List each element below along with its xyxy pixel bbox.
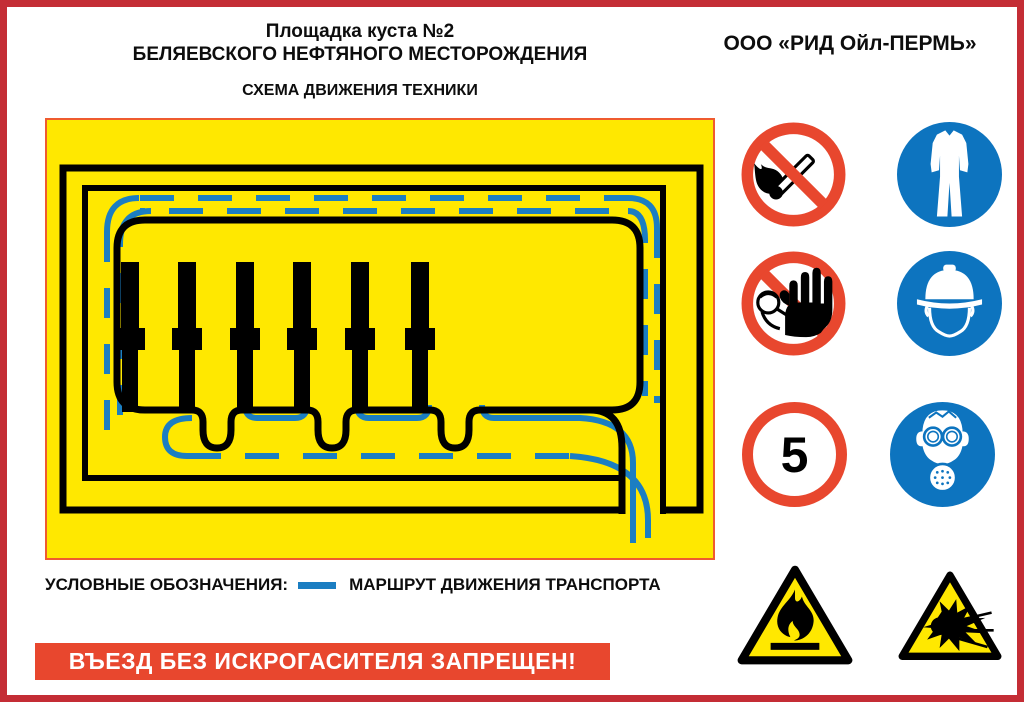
title-line1: Площадка куста №2	[265, 21, 455, 42]
hard-hat-sign	[897, 251, 1002, 356]
protective-clothing-sign	[897, 122, 1002, 227]
respirator-icon	[890, 402, 995, 507]
flammable-warning-sign	[737, 564, 853, 668]
legend-route-label: МАРШРУТ ДВИЖЕНИЯ ТРАНСПОРТА	[349, 575, 661, 594]
no-unauthorized-access-sign	[741, 251, 846, 356]
speed-limit-sign	[742, 402, 847, 507]
protective-clothing-icon	[897, 122, 1002, 227]
route-diagram-svg	[45, 118, 715, 560]
explosive-warning-icon	[898, 570, 1002, 662]
hard-hat-icon	[897, 251, 1002, 356]
company-name: ООО «РИД Ойл-ПЕРМЬ»	[723, 32, 977, 55]
route-line-swatch	[298, 582, 336, 589]
legend	[45, 573, 725, 597]
subtitle: СХЕМА ДВИЖЕНИЯ ТЕХНИКИ	[242, 82, 478, 99]
respirator-sign	[890, 402, 995, 507]
traffic-scheme-diagram	[45, 118, 715, 560]
no-unauthorized-access-icon	[741, 251, 846, 356]
explosive-warning-sign	[898, 570, 1002, 663]
no-open-flame-icon	[741, 122, 846, 227]
no-spark-arrestor-banner: ВЪЕЗД БЕЗ ИСКРОГАСИТЕЛЯ ЗАПРЕЩЕН!	[35, 643, 610, 680]
title-line2: БЕЛЯЕВСКОГО НЕФТЯНОГО МЕСТОРОЖДЕНИЯ	[132, 44, 588, 65]
speed-limit-value: 5	[780, 426, 809, 483]
legend-label: УСЛОВНЫЕ ОБОЗНАЧЕНИЯ:	[45, 575, 289, 594]
no-open-flame-sign	[741, 122, 846, 227]
flammable-warning-icon	[737, 564, 853, 666]
page-title	[40, 20, 680, 100]
